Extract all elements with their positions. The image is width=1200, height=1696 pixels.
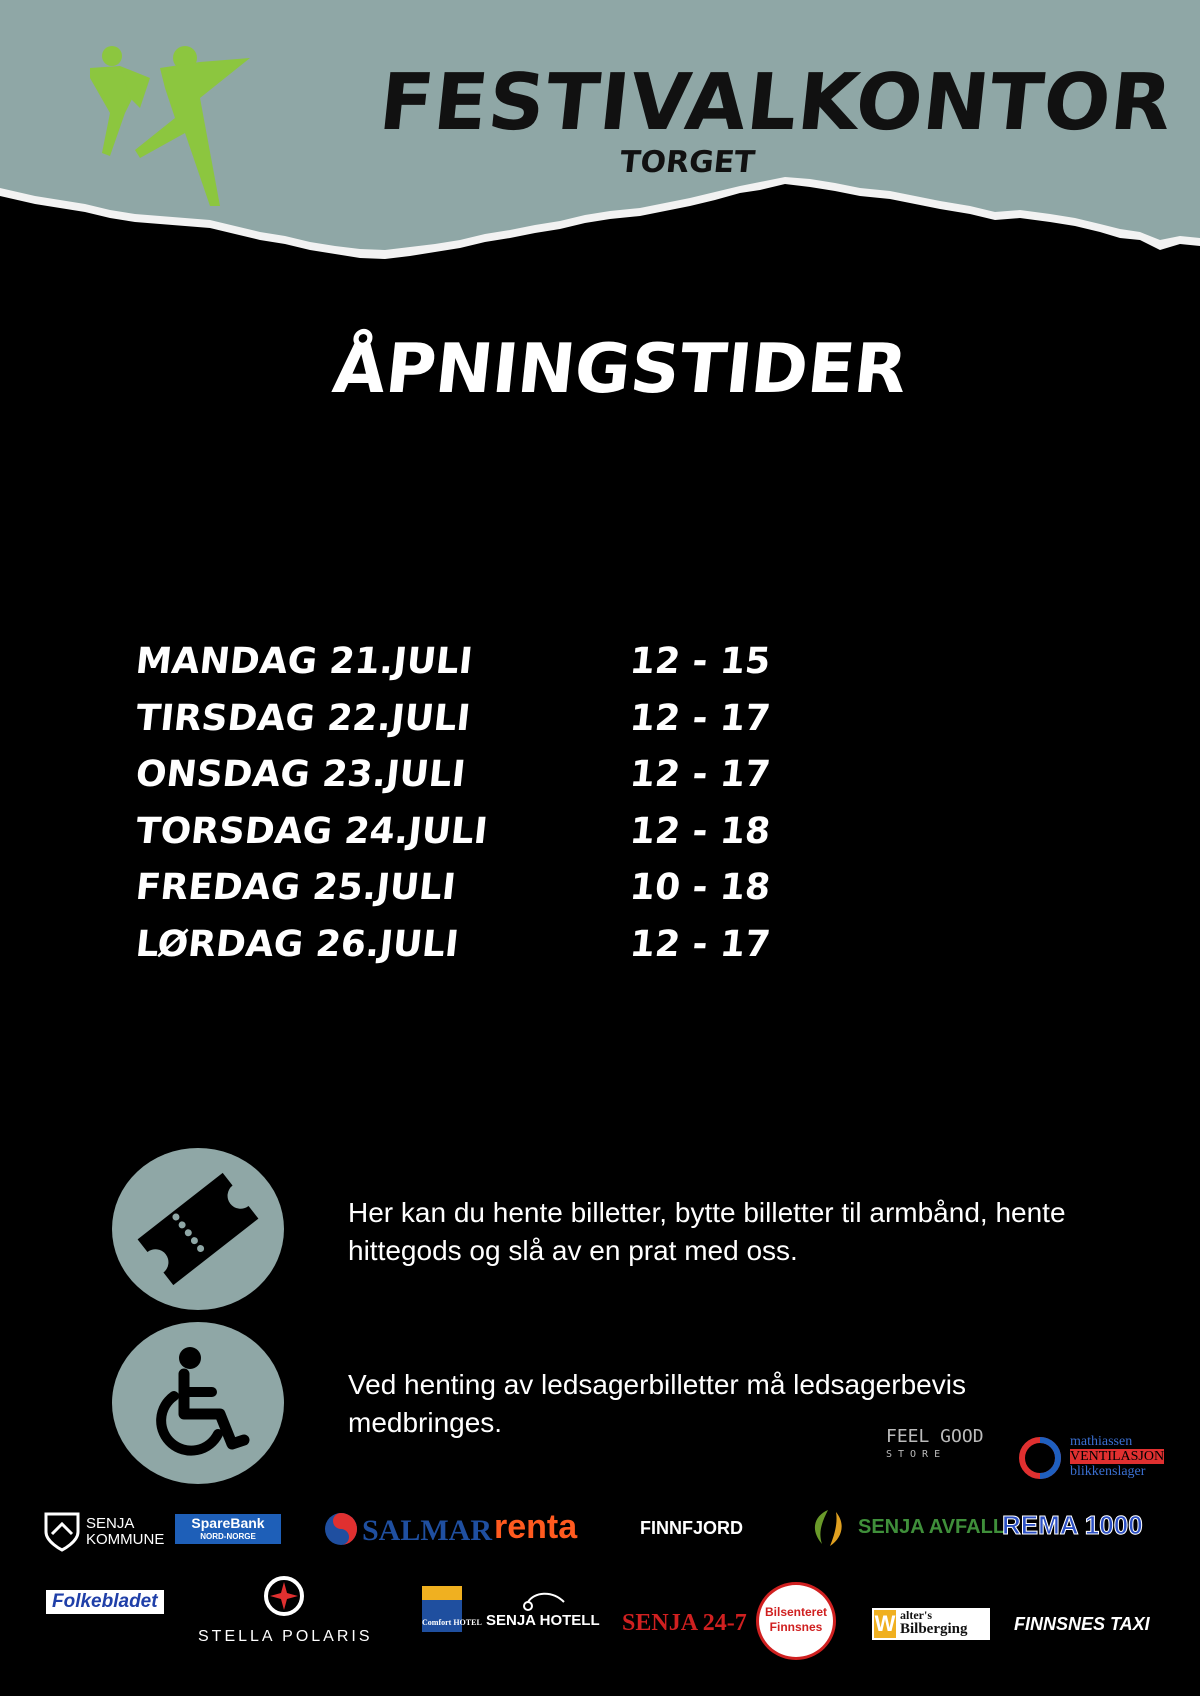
schedule-hours: 12 - 17 bbox=[627, 923, 773, 965]
schedule-day: MANDAG 21.JULI bbox=[133, 640, 475, 682]
schedule-day: LØRDAG 26.JULI bbox=[133, 923, 461, 965]
accessibility-info-text: Ved henting av ledsagerbilletter må ledsagerbevis medbringes. bbox=[348, 1369, 966, 1438]
logo-sparebank bbox=[175, 1514, 281, 1544]
logo-senja-hotell bbox=[486, 1590, 600, 1629]
schedule-day: TIRSDAG 22.JULI bbox=[133, 697, 473, 739]
schedule-hours: 12 - 17 bbox=[627, 753, 773, 795]
logo-bilsenteret-1: Bilsenteret bbox=[764, 1605, 828, 1619]
logo-senja-avfall-text: SENJA AVFALL bbox=[858, 1516, 1006, 1538]
ticket-info-text: Her kan du hente billetter, bytte billetter til armbånd, hente hittegods og slå av en prat med oss. bbox=[348, 1197, 1066, 1266]
schedule-hours: 10 - 18 bbox=[627, 866, 773, 908]
opening-hours-heading: ÅPNINGSTIDER bbox=[329, 330, 911, 409]
schedule-hours: 12 - 15 bbox=[627, 640, 773, 682]
logo-renta: renta bbox=[494, 1508, 578, 1546]
schedule-day: TORSDAG 24.JULI bbox=[133, 810, 490, 852]
logo-senja-kommune-2: KOMMUNE bbox=[86, 1531, 165, 1548]
logo-stella-polaris bbox=[198, 1574, 373, 1646]
logo-mathiassen-ventilasjon: VENTILASJON bbox=[1070, 1449, 1165, 1464]
senja-kommune-shield-icon bbox=[44, 1512, 80, 1552]
logo-walters-1: alter's bbox=[900, 1608, 932, 1622]
logo-salmar-text: SALMAR bbox=[362, 1514, 493, 1547]
logo-sparebank-sub: NORD-NORGE bbox=[200, 1532, 256, 1541]
schedule-day: ONSDAG 23.JULI bbox=[133, 753, 468, 795]
logo-senja-hotell-text: SENJA HOTELL bbox=[486, 1612, 600, 1629]
logo-senja-kommune-1: SENJA bbox=[86, 1515, 135, 1532]
schedule-day: FREDAG 25.JULI bbox=[133, 866, 458, 908]
logo-finnsnes-taxi: FINNSNES TAXI bbox=[1014, 1614, 1150, 1634]
logo-rema-1000: REMA 1000 bbox=[1002, 1510, 1143, 1540]
schedule-hours: 12 - 18 bbox=[627, 810, 773, 852]
logo-senja-247: SENJA 24-7 bbox=[622, 1610, 747, 1636]
page-title: FESTIVALKONTOR bbox=[375, 58, 1177, 148]
logo-mathiassen-blikk: blikkenslager bbox=[1070, 1464, 1146, 1479]
senja-hotell-arc-icon bbox=[518, 1590, 568, 1612]
logo-bilsenteret bbox=[756, 1582, 836, 1660]
logo-feel-good-text: FEEL GOOD bbox=[886, 1426, 984, 1447]
logo-bilsenteret-2: Finnsnes bbox=[769, 1620, 823, 1634]
logo-sparebank-text: SpareBank bbox=[191, 1515, 265, 1531]
logo-feel-good-sub: STORE bbox=[886, 1449, 947, 1460]
schedule-hours: 12 - 17 bbox=[627, 697, 773, 739]
senja-avfall-leaf-icon bbox=[808, 1508, 848, 1548]
logo-mathiassen-name: mathiassen bbox=[1070, 1434, 1133, 1449]
mathiassen-ring-icon bbox=[1018, 1436, 1064, 1482]
logo-stella-polaris-text: STELLA POLARIS bbox=[198, 1628, 373, 1645]
logo-walters-bilberging: W alter's Bilberging bbox=[872, 1608, 990, 1640]
location-subtitle: TORGET bbox=[618, 145, 757, 180]
logo-walters-2: Bilberging bbox=[900, 1621, 968, 1637]
logo-comfort-hotel: Comfort HOTEL bbox=[422, 1586, 462, 1632]
salmar-icon bbox=[324, 1512, 358, 1546]
logo-finnfjord: FINNFJORD bbox=[640, 1518, 743, 1538]
logo-folkebladet: Folkebladet bbox=[46, 1590, 164, 1614]
logo-feel-good bbox=[886, 1428, 984, 1464]
stella-polaris-star-icon bbox=[262, 1574, 306, 1618]
